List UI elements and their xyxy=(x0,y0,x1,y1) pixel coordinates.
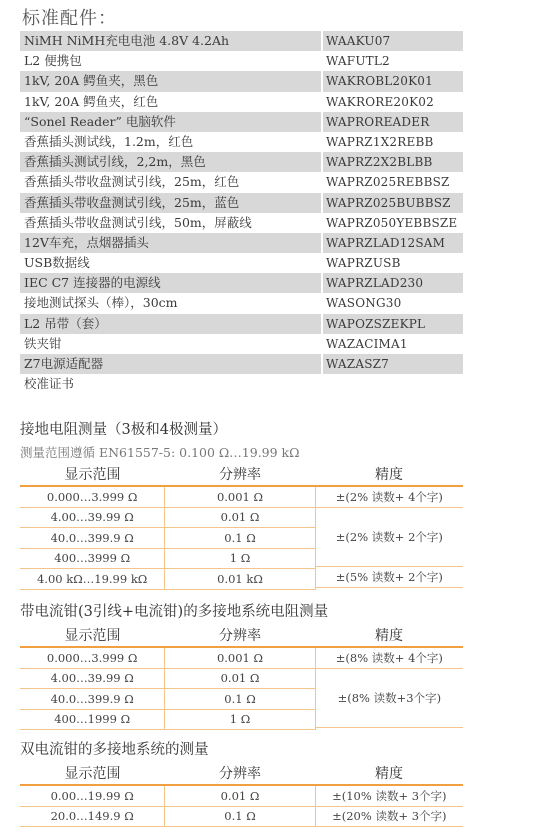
range-cell: 4.00…39.99 Ω xyxy=(20,669,164,690)
accessory-name: 香蕉插头测试引线，2,2m，黑色 xyxy=(20,152,323,172)
accessory-name: 香蕉插头测试线，1.2m，红色 xyxy=(20,132,323,152)
accuracy-cell: ±(8% 读数+3个字) xyxy=(316,669,463,729)
accessory-code: WAPRZ025REBBSZ xyxy=(326,175,450,190)
header-range: 显示范围 xyxy=(64,467,121,483)
accessory-name: 12V车充，点烟器插头 xyxy=(20,233,323,253)
table-header xyxy=(20,463,463,487)
range-cell: 40.0…399.9 Ω xyxy=(20,528,164,549)
accuracy-cell: ±(5% 读数+ 2个字) xyxy=(316,567,463,588)
accessory-row xyxy=(20,193,463,213)
accessory-name: 校准证书 xyxy=(20,374,323,394)
section2-title: 带电流钳(3引线+电流钳)的多接地系统电阻测量 xyxy=(20,604,329,620)
header-accuracy: 精度 xyxy=(375,467,403,483)
accessory-code: WAPRZ050YEBBSZE xyxy=(326,215,458,230)
resolution-cell: 0.1 Ω xyxy=(165,528,314,549)
accessory-row xyxy=(20,213,463,233)
accuracy-cell: ±(2% 读数+ 4个字) xyxy=(316,487,463,508)
accessory-code: WASONG30 xyxy=(326,296,402,311)
accessory-row xyxy=(20,293,463,313)
accessory-row xyxy=(20,92,463,112)
resolution-cell: 0.01 kΩ xyxy=(165,569,314,590)
resolution-cell: 0.01 Ω xyxy=(165,669,314,690)
accessory-name: Z7电源适配器 xyxy=(20,354,323,374)
header-accuracy: 精度 xyxy=(375,628,403,644)
resolution-cell: 0.01 Ω xyxy=(165,786,314,807)
accessory-row xyxy=(20,112,463,132)
accessory-code: WAPRZ1X2REBB xyxy=(326,134,434,149)
range-cell: 400…1999 Ω xyxy=(20,710,164,731)
accessory-code: WAZACIMA1 xyxy=(326,336,408,351)
range-cell: 40.0…399.9 Ω xyxy=(20,689,164,710)
accuracy-cell: ±(20% 读数+ 3个字) xyxy=(316,807,463,828)
range-cell: 400…3999 Ω xyxy=(20,549,164,570)
accessory-name: L2 吊带（套） xyxy=(20,314,323,334)
accessory-row xyxy=(20,51,463,71)
resolution-cell: 1 Ω xyxy=(165,549,314,570)
resolution-cell: 0.1 Ω xyxy=(165,807,314,828)
accessory-name: NiMH NiMH充电电池 4.8V 4.2Ah xyxy=(20,31,323,51)
accessory-name: 1kV, 20A 鳄鱼夹，红色 xyxy=(20,92,323,112)
section2-table xyxy=(20,624,463,730)
accessory-row xyxy=(20,374,463,394)
resolution-cell: 0.01 Ω xyxy=(165,508,314,529)
accessory-row xyxy=(20,314,463,334)
accessory-name: “Sonel Reader” 电脑软件 xyxy=(20,112,323,132)
section1-title: 接地电阻测量（3极和4极测量） xyxy=(20,422,227,438)
accuracy-cell: ±(2% 读数+ 2个字) xyxy=(316,508,463,568)
header-resolution: 分辨率 xyxy=(219,467,261,483)
header-range: 显示范围 xyxy=(64,628,121,644)
accessory-code xyxy=(323,374,463,394)
accessory-code: WAPRZ025BUBBSZ xyxy=(326,195,451,210)
accessory-row xyxy=(20,31,463,51)
section3-table xyxy=(20,762,463,827)
header-range: 显示范围 xyxy=(64,766,121,782)
accessory-code: WAPRZLAD12SAM xyxy=(326,235,446,250)
accessory-code: WAPRZLAD230 xyxy=(326,276,424,291)
header-resolution: 分辨率 xyxy=(219,628,261,644)
accessory-name: 香蕉插头带收盘测试引线，50m，屏蔽线 xyxy=(20,213,323,233)
accessory-row xyxy=(20,71,463,91)
accessory-code: WAAKU07 xyxy=(326,34,391,48)
range-cell: 0.000…3.999 Ω xyxy=(20,648,164,669)
resolution-cell: 0.001 Ω xyxy=(165,648,314,669)
accessory-row xyxy=(20,233,463,253)
accessory-name: 香蕉插头带收盘测试引线，25m，蓝色 xyxy=(20,193,323,213)
range-cell: 4.00 kΩ…19.99 kΩ xyxy=(20,569,164,590)
accessory-code: WAKROBL20K01 xyxy=(326,74,433,89)
accessory-code: WAFUTL2 xyxy=(326,54,390,69)
section3-title: 双电流钳的多接地系统的测量 xyxy=(20,742,209,758)
table-header xyxy=(20,624,463,648)
accessory-name: IEC C7 连接器的电源线 xyxy=(20,273,323,293)
accessory-row xyxy=(20,334,463,354)
accessory-row xyxy=(20,354,463,374)
accessory-code: WAZASZ7 xyxy=(326,357,389,371)
section1-note: 测量范围遵循 EN61557-5: 0.100 Ω…19.99 kΩ xyxy=(20,445,300,460)
accessory-name: 香蕉插头带收盘测试引线，25m，红色 xyxy=(20,172,323,192)
accessory-code: WAPRZUSB xyxy=(326,256,401,271)
accessory-row xyxy=(20,152,463,172)
page-title: 标准配件： xyxy=(22,8,117,29)
accuracy-cell: ±(8% 读数+ 4个字) xyxy=(316,648,463,669)
section1-table xyxy=(20,463,463,590)
resolution-cell: 0.1 Ω xyxy=(165,689,314,710)
range-cell: 0.000…3.999 Ω xyxy=(20,487,164,508)
resolution-cell: 0.001 Ω xyxy=(165,487,314,508)
accessory-code: WAPROREADER xyxy=(326,114,430,129)
resolution-cell: 1 Ω xyxy=(165,710,314,731)
range-cell: 0.00…19.99 Ω xyxy=(20,786,164,807)
accessory-row xyxy=(20,253,463,273)
accessory-name: USB数据线 xyxy=(20,253,323,273)
accessory-name: 1kV, 20A 鳄鱼夹，黑色 xyxy=(20,71,323,91)
accessory-name: L2 便携包 xyxy=(20,51,323,71)
accessory-code: WAPRZ2X2BLBB xyxy=(326,155,433,170)
accessory-row xyxy=(20,273,463,293)
accessory-code: WAKRORE20K02 xyxy=(326,94,434,109)
accessory-row xyxy=(20,172,463,192)
range-cell: 20.0…149.9 Ω xyxy=(20,807,164,828)
accuracy-cell: ±(10% 读数+ 3个字) xyxy=(316,786,463,807)
accessory-name: 接地测试探头（棒），30cm xyxy=(20,293,323,313)
accessories-table xyxy=(20,31,463,394)
accessory-name: 铁夹钳 xyxy=(20,334,323,354)
header-resolution: 分辨率 xyxy=(219,766,261,782)
header-accuracy: 精度 xyxy=(375,766,403,782)
range-cell: 4.00…39.99 Ω xyxy=(20,508,164,529)
table-header xyxy=(20,762,463,786)
accessory-code: WAPOZSZEKPL xyxy=(326,316,426,331)
accessory-row xyxy=(20,132,463,152)
